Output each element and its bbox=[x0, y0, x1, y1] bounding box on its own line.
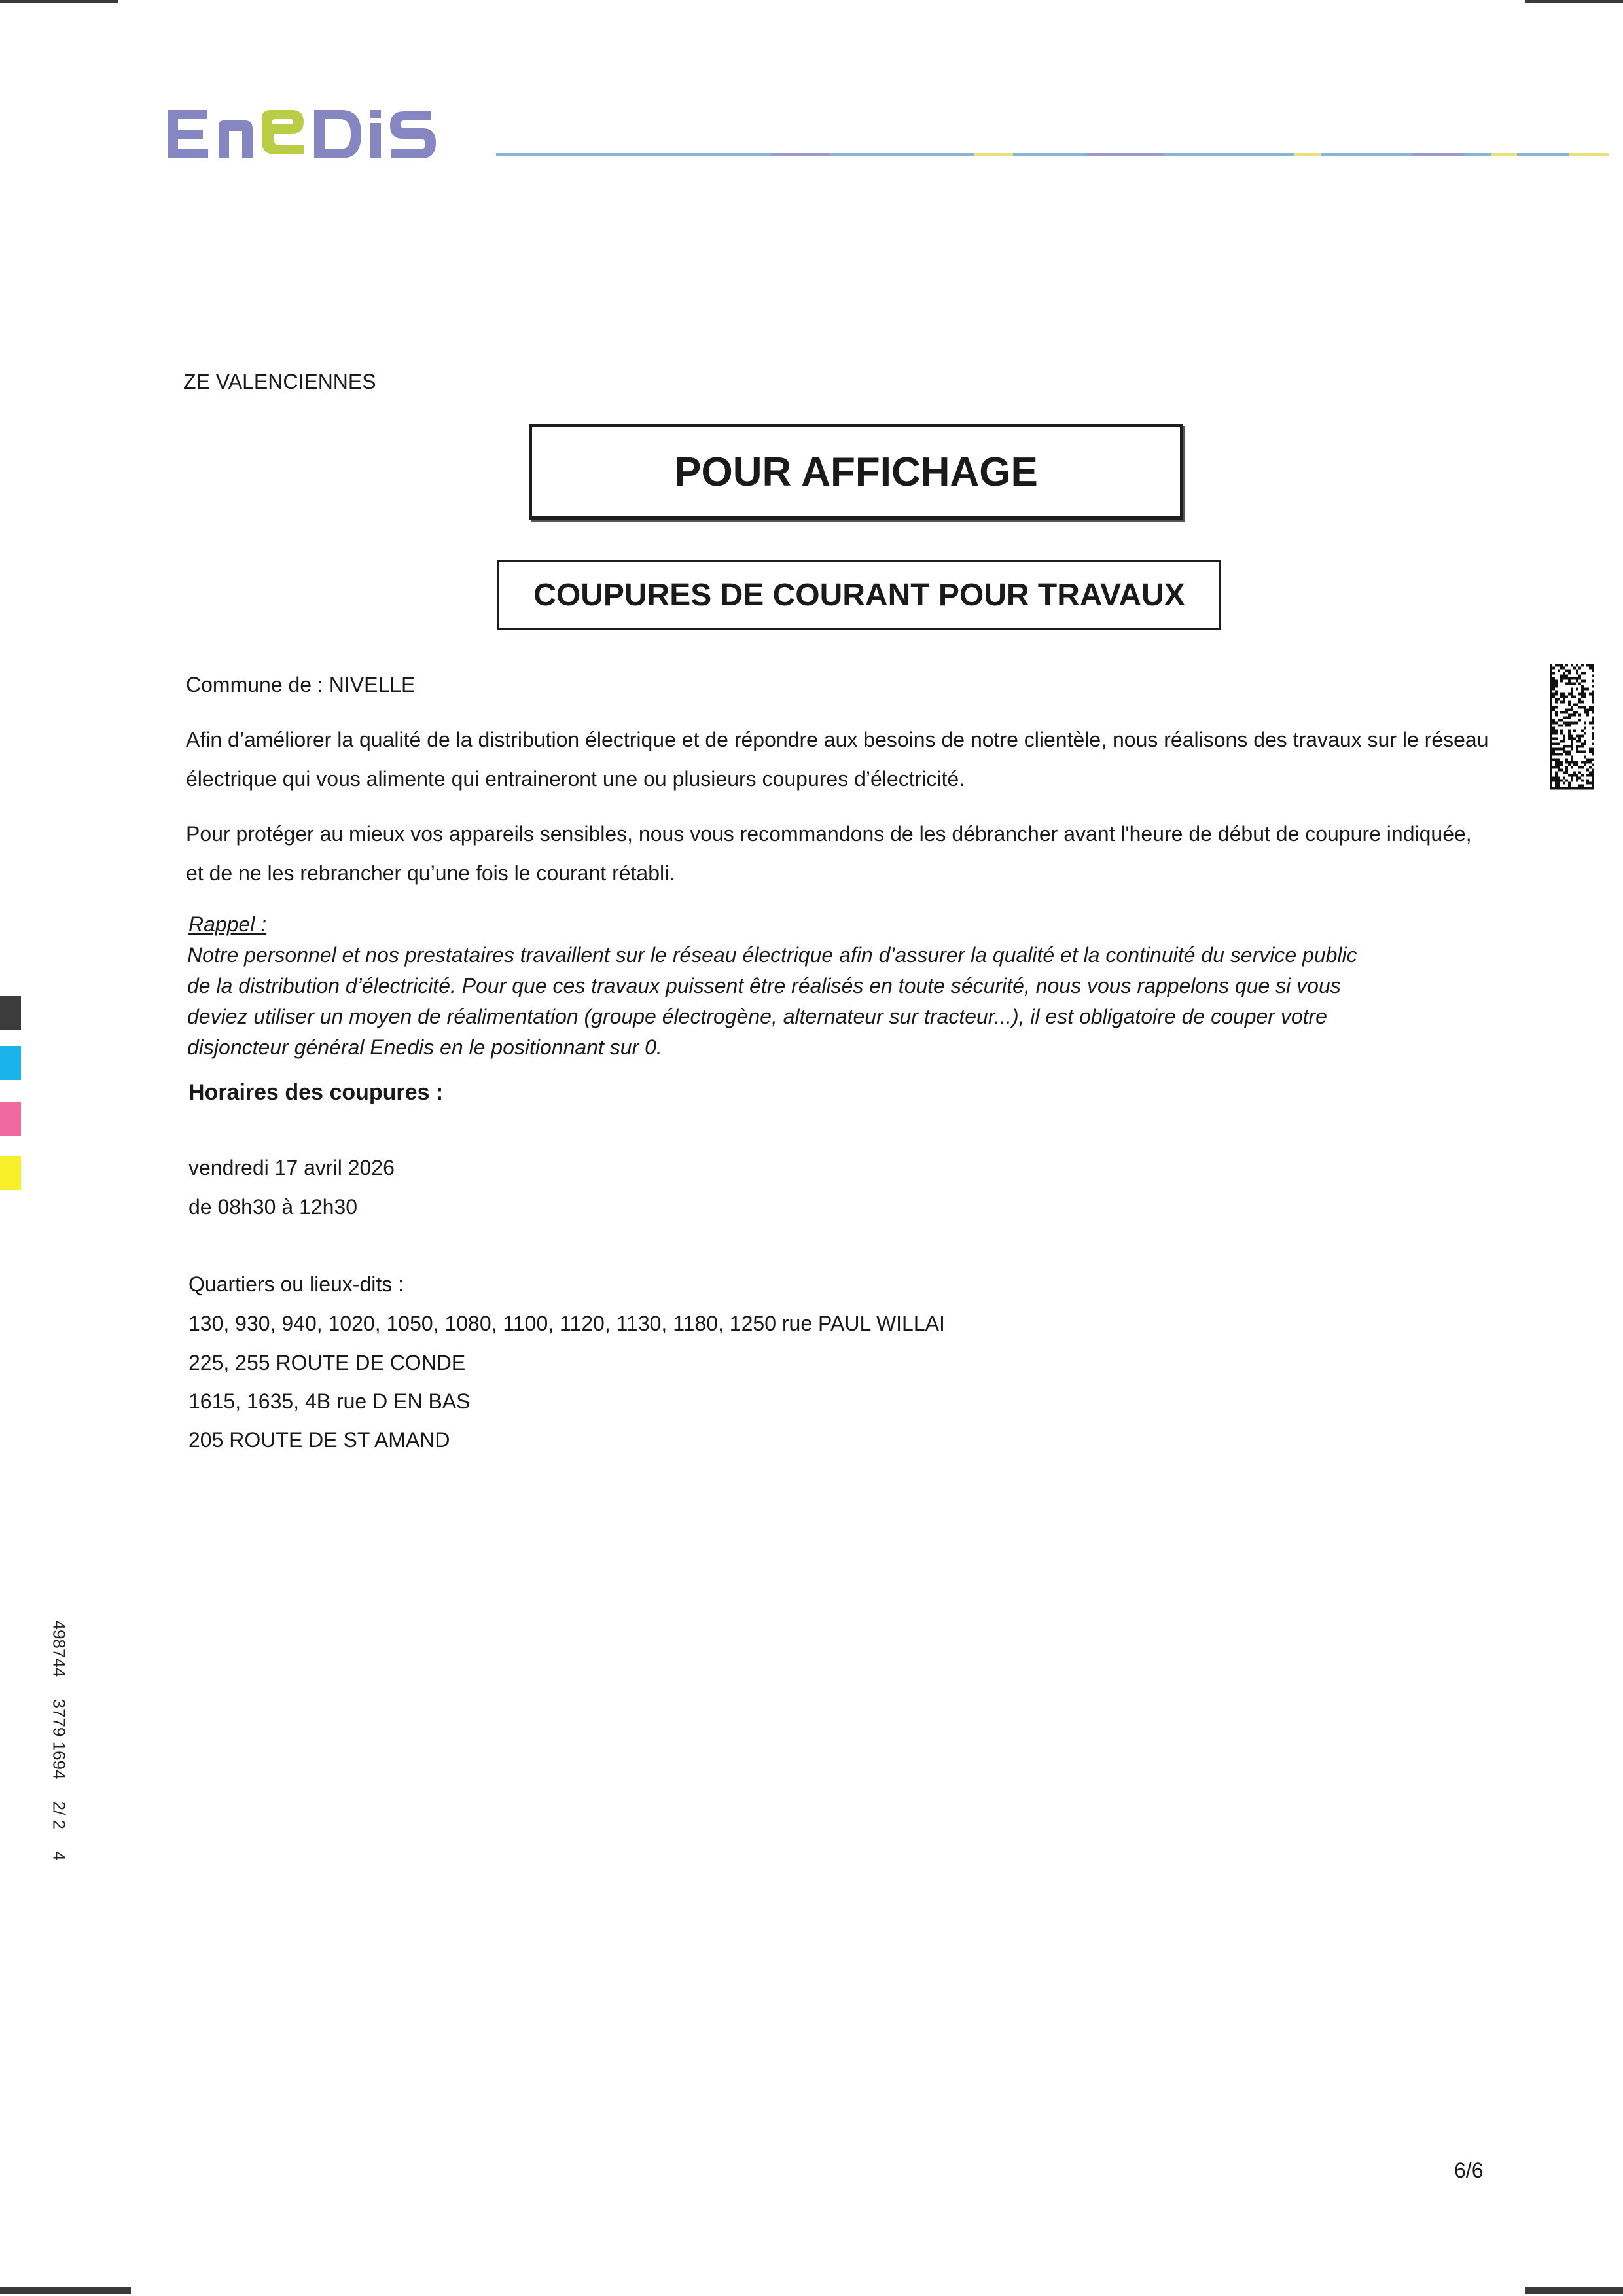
calibration-swatch-cyan bbox=[0, 1046, 21, 1080]
scan-corner-top-left bbox=[0, 0, 118, 3]
side-code-part: 4 bbox=[49, 1851, 69, 1861]
scan-corner-bottom-right bbox=[1525, 2287, 1623, 2294]
intro-paragraph: Afin d’améliorer la qualité de la distribution électrique et de répondre aux besoins de notre clientèle, nous réalisons des travaux sur le réseau électrique qui vous alimente qui entraineront une ou plusieurs coupures d’électricité. bbox=[186, 728, 1489, 791]
subheading-title: COUPURES DE COURANT POUR TRAVAUX bbox=[533, 577, 1185, 613]
advice-paragraph: Pour protéger au mieux vos appareils sensibles, nous vous recommandons de les débrancher avant l'heure de début de coupure indiquée, et de ne les rebrancher qu’une fois le courant rétabli. bbox=[186, 822, 1472, 885]
horaires-heading: Horaires des coupures : bbox=[188, 1080, 444, 1105]
subheading-box bbox=[497, 560, 1221, 630]
quartiers-heading: Quartiers ou lieux-dits : bbox=[188, 1272, 404, 1296]
side-code-part: 498744 bbox=[49, 1620, 69, 1677]
heading-title: POUR AFFICHAGE bbox=[674, 449, 1038, 495]
rappel-body bbox=[187, 940, 1496, 1063]
outage-date: vendredi 17 avril 2026 bbox=[188, 1156, 395, 1179]
quartier-item: 225, 255 ROUTE DE CONDE bbox=[188, 1351, 466, 1374]
calibration-swatch-magenta bbox=[0, 1102, 21, 1136]
side-code-part: 3779 1694 bbox=[49, 1698, 69, 1780]
scan-corner-bottom-left bbox=[0, 2287, 131, 2294]
rappel-line: deviez utiliser un moyen de réalimentation (groupe électrogène, alternateur sur tracteur...), il est obligatoire de couper votre bbox=[187, 1005, 1327, 1028]
header-dashed-line bbox=[496, 152, 1609, 157]
rappel-line: disjoncteur général Enedis en le positionnant sur 0. bbox=[187, 1035, 662, 1059]
heading-box bbox=[529, 424, 1183, 520]
page-number: 6/6 bbox=[1454, 2159, 1484, 2182]
calibration-swatch-yellow bbox=[0, 1156, 21, 1190]
quartier-item: 1615, 1635, 4B rue D EN BAS bbox=[188, 1390, 471, 1413]
rappel-line: Notre personnel et nos prestataires travaillent sur le réseau électrique afin d’assurer la qualité et la continuité du service public bbox=[187, 943, 1357, 967]
datamatrix-code bbox=[1550, 663, 1594, 791]
zone-label: ZE VALENCIENNES bbox=[183, 370, 376, 393]
rappel-title: Rappel bbox=[188, 912, 255, 936]
side-code-part: 2/ 2 bbox=[49, 1801, 69, 1830]
rappel-heading bbox=[188, 912, 266, 937]
side-reference-code bbox=[49, 1621, 69, 1882]
rappel-line: de la distribution d’électricité. Pour que ces travaux puissent être réalisés en toute sécurité, nous vous rappelons que si vous bbox=[187, 974, 1341, 997]
rappel-colon: : bbox=[255, 912, 267, 936]
quartier-item: 205 ROUTE DE ST AMAND bbox=[188, 1428, 450, 1452]
commune-label: Commune de : NIVELLE bbox=[186, 673, 416, 696]
enedis-logo bbox=[164, 98, 478, 170]
scan-corner-top-right bbox=[1525, 0, 1623, 3]
quartier-item: 130, 930, 940, 1020, 1050, 1080, 1100, 1120, 1130, 1180, 1250 rue PAUL WILLAI bbox=[188, 1312, 945, 1335]
outage-time: de 08h30 à 12h30 bbox=[188, 1195, 358, 1219]
calibration-swatch-black bbox=[0, 996, 21, 1030]
